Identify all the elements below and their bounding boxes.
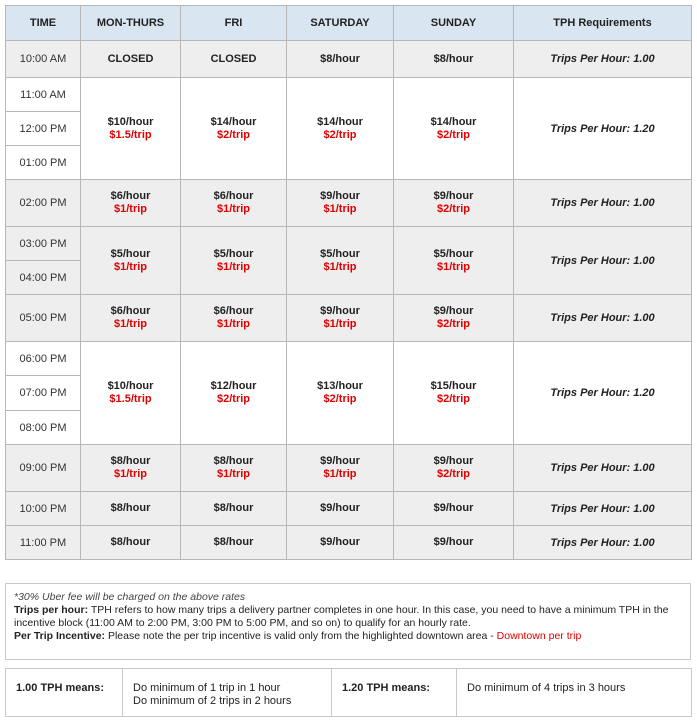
- tph-100-line: Do minimum of 2 trips in 2 hours: [133, 695, 292, 707]
- tph-definition: [14, 604, 682, 630]
- rate-cell-fri: [181, 180, 287, 227]
- tph-cell: Trips Per Hour: 1.00: [514, 445, 692, 492]
- rate-cell-saturday: [287, 295, 394, 342]
- rate-cell-sunday: [394, 180, 514, 227]
- per-trip-rate: $2/trip: [436, 468, 470, 480]
- hourly-rate: $9/hour: [320, 305, 360, 317]
- rate-cell-mon-thurs: [81, 342, 181, 445]
- closed-label: CLOSED: [210, 52, 257, 65]
- hourly-rate: $13/hour: [317, 380, 363, 392]
- rate-cell-fri: [181, 526, 287, 560]
- rate-cell-mon-thurs: [81, 295, 181, 342]
- hourly-rate: $8/hour: [213, 536, 254, 548]
- table-row: [6, 492, 692, 526]
- time-cell: 09:00 PM: [6, 445, 81, 492]
- tph-cell: Trips Per Hour: 1.20: [514, 78, 692, 180]
- rate-cell-saturday: [287, 227, 394, 295]
- header-tph-requirements: TPH Requirements: [514, 6, 692, 41]
- tph-100-description: [123, 669, 332, 717]
- rate-cell-sunday: [394, 227, 514, 295]
- per-trip-rate: $1/trip: [113, 468, 147, 480]
- hourly-rate: $14/hour: [430, 115, 477, 128]
- closed-label: CLOSED: [107, 52, 154, 65]
- hourly-rate: $9/hour: [433, 502, 474, 514]
- hourly-rate: $6/hour: [213, 305, 254, 317]
- hourly-rate: $9/hour: [320, 502, 360, 514]
- notes-panel: [5, 583, 691, 660]
- per-trip-rate: $1/trip: [323, 203, 357, 215]
- tph-definition-label: Trips per hour:: [14, 604, 89, 616]
- tph-definition-text: TPH refers to how many trips a delivery partner completes in one hour. In this case, you need to have a minimum TPH in the incentive block (11:00 AM to 2:00 PM, 3:00 PM to 5:00 PM, and so on) to qualify for an hourly rate.: [14, 604, 669, 629]
- per-trip-rate: $1/trip: [323, 468, 357, 480]
- per-trip-rate: $1/trip: [113, 203, 147, 215]
- rate-cell-saturday: [287, 492, 394, 526]
- per-trip-rate: $1/trip: [323, 318, 357, 330]
- hourly-rate: $8/hour: [433, 52, 474, 65]
- rate-cell-sunday: [394, 41, 514, 78]
- rate-cell-saturday: [287, 41, 394, 78]
- hourly-rate: $9/hour: [320, 455, 360, 467]
- tph-100-line: Do minimum of 1 trip in 1 hour: [133, 682, 281, 694]
- per-trip-rate: $2/trip: [323, 393, 357, 405]
- hourly-rate: $8/hour: [110, 455, 151, 467]
- table-row: [6, 526, 692, 560]
- hourly-rate: $9/hour: [433, 536, 474, 548]
- time-cell: 10:00 AM: [6, 41, 81, 78]
- header-saturday: SATURDAY: [287, 6, 394, 41]
- tph-100-label: 1.00 TPH means:: [6, 669, 123, 717]
- table-row: [6, 342, 692, 376]
- per-trip-rate: $1/trip: [216, 260, 250, 273]
- hourly-rate: $9/hour: [433, 190, 474, 202]
- time-cell: 06:00 PM: [6, 342, 81, 376]
- uber-fee-note: *30% Uber fee will be charged on the above rates: [14, 591, 246, 603]
- rate-cell-mon-thurs: [81, 227, 181, 295]
- header-time: TIME: [6, 6, 81, 41]
- hourly-rate: $6/hour: [110, 305, 151, 317]
- downtown-per-trip-link[interactable]: Downtown per trip: [496, 630, 582, 642]
- hourly-rate: $5/hour: [110, 247, 151, 260]
- tph-means-table: [5, 668, 692, 717]
- tph-120-label: 1.20 TPH means:: [332, 669, 457, 717]
- rate-cell-mon-thurs: [81, 180, 181, 227]
- per-trip-rate: $2/trip: [436, 203, 470, 215]
- tph-cell: Trips Per Hour: 1.00: [514, 227, 692, 295]
- header-sunday: SUNDAY: [394, 6, 514, 41]
- hourly-rate: $8/hour: [110, 536, 151, 548]
- hourly-rate: $14/hour: [317, 115, 363, 128]
- rate-cell-sunday: [394, 295, 514, 342]
- time-cell: 02:00 PM: [6, 180, 81, 227]
- hourly-rate: $8/hour: [213, 455, 254, 467]
- table-row: [6, 669, 692, 717]
- tph-cell: Trips Per Hour: 1.20: [514, 342, 692, 445]
- rate-cell-mon-thurs: [81, 445, 181, 492]
- hourly-rate: $6/hour: [213, 190, 254, 202]
- rate-cell-saturday: [287, 78, 394, 180]
- header-mon-thurs: MON-THURS: [81, 6, 181, 41]
- hourly-rate: $10/hour: [107, 380, 154, 392]
- time-cell: 12:00 PM: [6, 112, 81, 146]
- rate-cell-fri: [181, 227, 287, 295]
- tph-cell: Trips Per Hour: 1.00: [514, 41, 692, 78]
- per-trip-rate: $1.5/trip: [109, 393, 152, 405]
- rate-cell-sunday: [394, 78, 514, 180]
- rate-cell-mon-thurs: [81, 41, 181, 78]
- table-row: [6, 445, 692, 492]
- per-trip-rate: $1/trip: [436, 260, 470, 273]
- hourly-rate: $8/hour: [213, 502, 254, 514]
- hourly-rate: $15/hour: [430, 380, 477, 392]
- table-row: [6, 295, 692, 342]
- rate-cell-saturday: [287, 342, 394, 445]
- tph-cell: Trips Per Hour: 1.00: [514, 526, 692, 560]
- hourly-rate: $10/hour: [107, 115, 154, 128]
- time-cell: 08:00 PM: [6, 411, 81, 445]
- rate-schedule-table: [5, 5, 692, 560]
- tph-cell: Trips Per Hour: 1.00: [514, 295, 692, 342]
- table-row: [6, 180, 692, 227]
- per-trip-incentive-label: Per Trip Incentive:: [14, 630, 106, 642]
- hourly-rate: $5/hour: [320, 247, 360, 260]
- rate-cell-mon-thurs: [81, 78, 181, 180]
- table-row: [6, 227, 692, 261]
- hourly-rate: $6/hour: [110, 190, 151, 202]
- per-trip-rate: $1/trip: [216, 318, 250, 330]
- hourly-rate: $5/hour: [213, 247, 254, 260]
- per-trip-rate: $1/trip: [216, 468, 250, 480]
- rate-cell-sunday: [394, 445, 514, 492]
- rate-cell-saturday: [287, 445, 394, 492]
- time-cell: 07:00 PM: [6, 376, 81, 411]
- rate-cell-saturday: [287, 526, 394, 560]
- time-cell: 05:00 PM: [6, 295, 81, 342]
- per-trip-rate: $2/trip: [323, 128, 357, 141]
- table-row: [6, 78, 692, 112]
- per-trip-rate: $1/trip: [113, 260, 147, 273]
- time-cell: 11:00 AM: [6, 78, 81, 112]
- tph-120-line: Do minimum of 4 trips in 3 hours: [467, 682, 626, 694]
- per-trip-rate: $2/trip: [436, 128, 470, 141]
- header-row: [6, 6, 692, 41]
- hourly-rate: $5/hour: [433, 247, 474, 260]
- hourly-rate: $9/hour: [433, 455, 474, 467]
- rate-cell-fri: [181, 41, 287, 78]
- hourly-rate: $8/hour: [110, 502, 151, 514]
- header-fri: FRI: [181, 6, 287, 41]
- rate-cell-fri: [181, 445, 287, 492]
- rate-cell-fri: [181, 295, 287, 342]
- per-trip-rate: $2/trip: [436, 393, 470, 405]
- per-trip-rate: $2/trip: [216, 393, 250, 405]
- table-row: [6, 41, 692, 78]
- per-trip-rate: $2/trip: [216, 128, 250, 141]
- rate-cell-sunday: [394, 492, 514, 526]
- hourly-rate: $9/hour: [320, 190, 360, 202]
- per-trip-rate: $1.5/trip: [109, 128, 152, 141]
- rate-cell-mon-thurs: [81, 492, 181, 526]
- time-cell: 11:00 PM: [6, 526, 81, 560]
- tph-120-description: [457, 669, 692, 717]
- hourly-rate: $9/hour: [320, 536, 360, 548]
- rate-cell-sunday: [394, 342, 514, 445]
- hourly-rate: $14/hour: [210, 115, 257, 128]
- hourly-rate: $8/hour: [320, 52, 360, 65]
- time-cell: 04:00 PM: [6, 261, 81, 295]
- tph-cell: Trips Per Hour: 1.00: [514, 492, 692, 526]
- rate-cell-fri: [181, 492, 287, 526]
- per-trip-rate: $1/trip: [216, 203, 250, 215]
- rate-cell-mon-thurs: [81, 526, 181, 560]
- per-trip-incentive-text: Please note the per trip incentive is valid only from the highlighted downtown area -: [105, 630, 497, 642]
- per-trip-incentive-note: [14, 630, 682, 643]
- per-trip-rate: $1/trip: [323, 260, 357, 273]
- per-trip-rate: $1/trip: [113, 318, 147, 330]
- time-cell: 03:00 PM: [6, 227, 81, 261]
- time-cell: 10:00 PM: [6, 492, 81, 526]
- hourly-rate: $12/hour: [210, 380, 257, 392]
- hourly-rate: $9/hour: [433, 305, 474, 317]
- rate-cell-saturday: [287, 180, 394, 227]
- rate-cell-sunday: [394, 526, 514, 560]
- per-trip-rate: $2/trip: [436, 318, 470, 330]
- tph-cell: Trips Per Hour: 1.00: [514, 180, 692, 227]
- rate-cell-fri: [181, 342, 287, 445]
- time-cell: 01:00 PM: [6, 146, 81, 180]
- rate-cell-fri: [181, 78, 287, 180]
